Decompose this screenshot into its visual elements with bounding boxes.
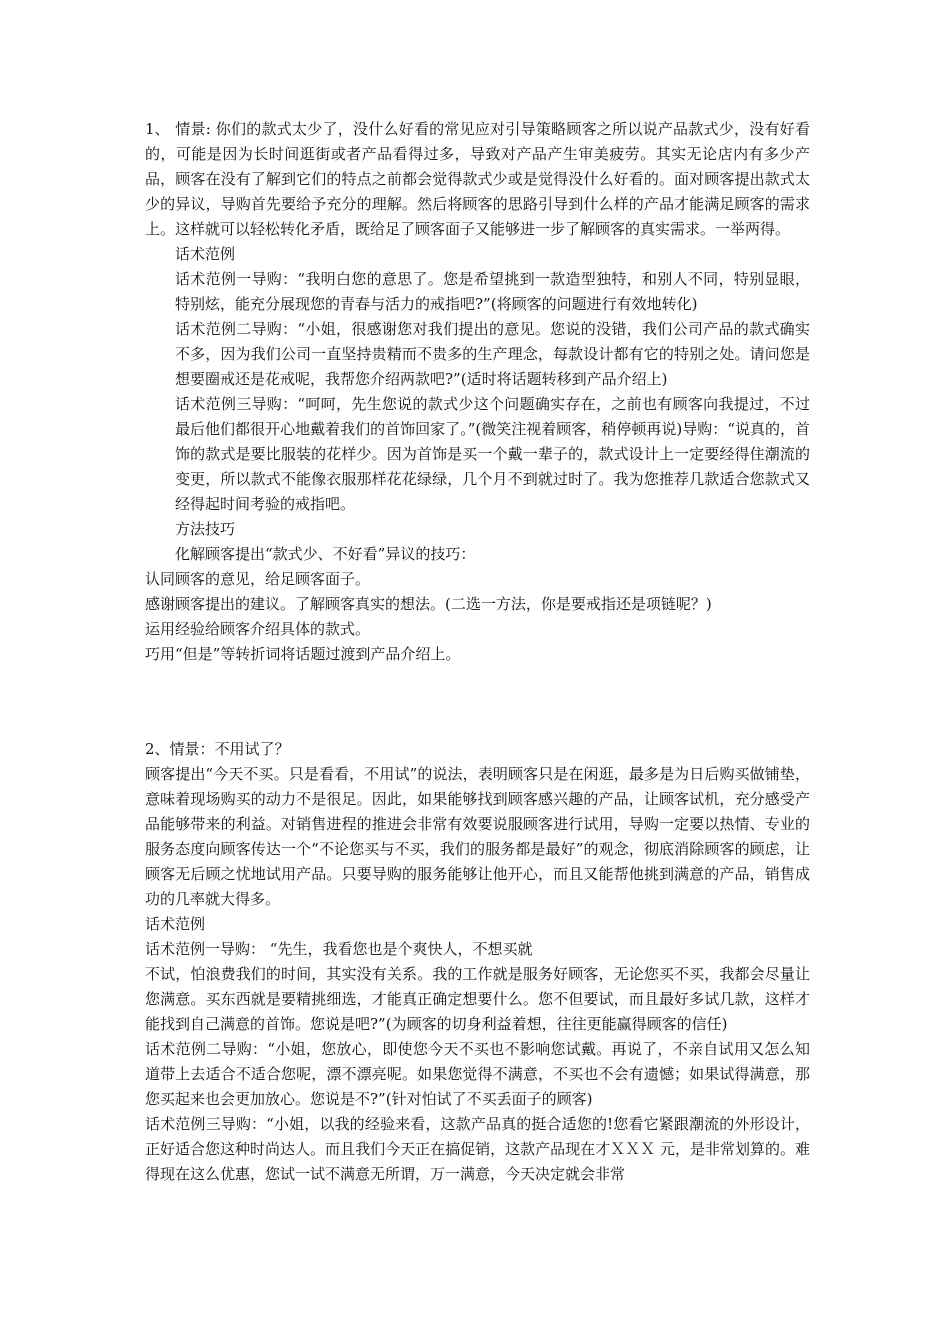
- section-2: [145, 737, 810, 1187]
- section-1-examples-heading: 话术范例: [175, 245, 236, 263]
- section-1-number: 1、: [145, 120, 170, 138]
- section-1-example-2: 话术范例二导购：“小姐，很感谢您对我们提出的意见。您说的没错，我们公司产品的款式确实不多，因为我们公司一直坚持贵精而不贵多的生产理念，每款设计都有它的特别之处。请问您是想要圈戒还是花戒呢，我帮您介绍两款吧?”(适时将话题转移到产品介绍上): [175, 320, 810, 388]
- section-1: [145, 117, 810, 667]
- section-1-intro: [145, 117, 810, 242]
- section-2-examples-heading: 话术范例: [145, 915, 206, 933]
- section-1-example-3: 话术范例三导购：“呵呵，先生您说的款式少这个问题确实存在，之前也有顾客向我提过，不过最后他们都很开心地戴着我们的首饰回家了。”(微笑注视着顾客，稍停顿再说)导购：“说真的，首饰的款式是要比服装的花样少。因为首饰是买一个戴一辈子的，款式设计上一定要经得住潮流的变更，所以款式不能像衣服那样花花绿绿，几个月不到就过时了。我为您推荐几款适合您款式又经得起时间考验的戒指吧。: [175, 395, 810, 513]
- section-1-example-1: 话术范例一导购：“我明白您的意思了。您是希望挑到一款造型独特，和别人不同，特别显眼，特别炫，能充分展现您的青春与活力的戒指吧?”(将顾客的问题进行有效地转化): [175, 270, 810, 313]
- tip-item: 运用经验给顾客介绍具体的款式。: [145, 620, 371, 638]
- section-2-example-1: 不试，怕浪费我们的时间，其实没有关系。我的工作就是服务好顾客，无论您买不买，我都会尽量让您满意。买东西就是要精挑细选，才能真正确定想要什么。您不但要试，而且最好多试几款，这样才能找到自己满意的首饰。您说是吧?”(为顾客的切身利益着想，往往更能赢得顾客的信任): [145, 965, 810, 1033]
- section-2-example-1-line: 话术范例一导购： “先生，我看您也是个爽快人，不想买就: [145, 940, 533, 958]
- section-1-methods-heading: 方法技巧: [175, 520, 236, 538]
- tip-item: 感谢顾客提出的建议。了解顾客真实的想法。(二选一方法，你是要戒指还是项链呢？): [145, 595, 712, 613]
- section-2-example-2: 话术范例二导购：“小姐，您放心，即使您今天不买也不影响您试戴。再说了，不亲自试用又怎么知道带上去适合不适合您呢，漂不漂亮呢。如果您觉得不满意，不买也不会有遗憾；如果试得满意，那您买起来也会更加放心。您说是不?”(针对怕试了不买丢面子的顾客): [145, 1040, 810, 1108]
- section-1-methods-intro: 化解顾客提出“款式少、不好看”异议的技巧：: [175, 545, 476, 563]
- section-2-example-3: 话术范例三导购：“小姐，以我的经验来看，这款产品真的挺合适您的!您看它紧跟潮流的外形设计，正好适合您这种时尚达人。而且我们今天正在搞促销，这款产品现在才ＸＸＸ 元，是非常划算的。难得现在这么优惠，您试一试不满意无所谓，万一满意，今天决定就会非常: [145, 1115, 810, 1183]
- section-2-intro: 顾客提出“今天不买。只是看看，不用试”的说法，表明顾客只是在闲逛，最多是为日后购买做铺垫，意味着现场购买的动力不是很足。因此，如果能够找到顾客感兴趣的产品，让顾客试机，充分感受产品能够带来的利益。对销售进程的推进会非常有效要说服顾客进行试用，导购一定要以热情、专业的服务态度向顾客传达一个“不论您买与不买，我们的服务都是最好”的观念，彻底消除顾客的顾虑，让顾客无后顾之忧地试用产品。只要导购的服务能够让他开心，而且又能帮他挑到满意的产品，销售成功的几率就大得多。: [145, 765, 810, 908]
- section-1-intro-text: 情景: 你们的款式太少了，没什么好看的常见应对引导策略顾客之所以说产品款式少，没有好看的，可能是因为长时间逛街或者产品看得过多，导致对产品产生审美疲劳。其实无论店内有多少产品，顾客在没有了解到它们的特点之前都会觉得款式少或是觉得没什么好看的。面对顾客提出款式太少的异议，导购首先要给予充分的理解。然后将顾客的思路引导到什么样的产品才能满足顾客的需求上。这样就可以轻松转化矛盾，既给足了顾客面子又能够进一步了解顾客的真实需求。一举两得。: [145, 120, 810, 238]
- tip-item: 巧用“但是”等转折词将话题过渡到产品介绍上。: [145, 645, 461, 663]
- tip-item: 认同顾客的意见，给足顾客面子。: [145, 570, 371, 588]
- section-2-heading: 2、情景：不用试了？: [145, 740, 290, 758]
